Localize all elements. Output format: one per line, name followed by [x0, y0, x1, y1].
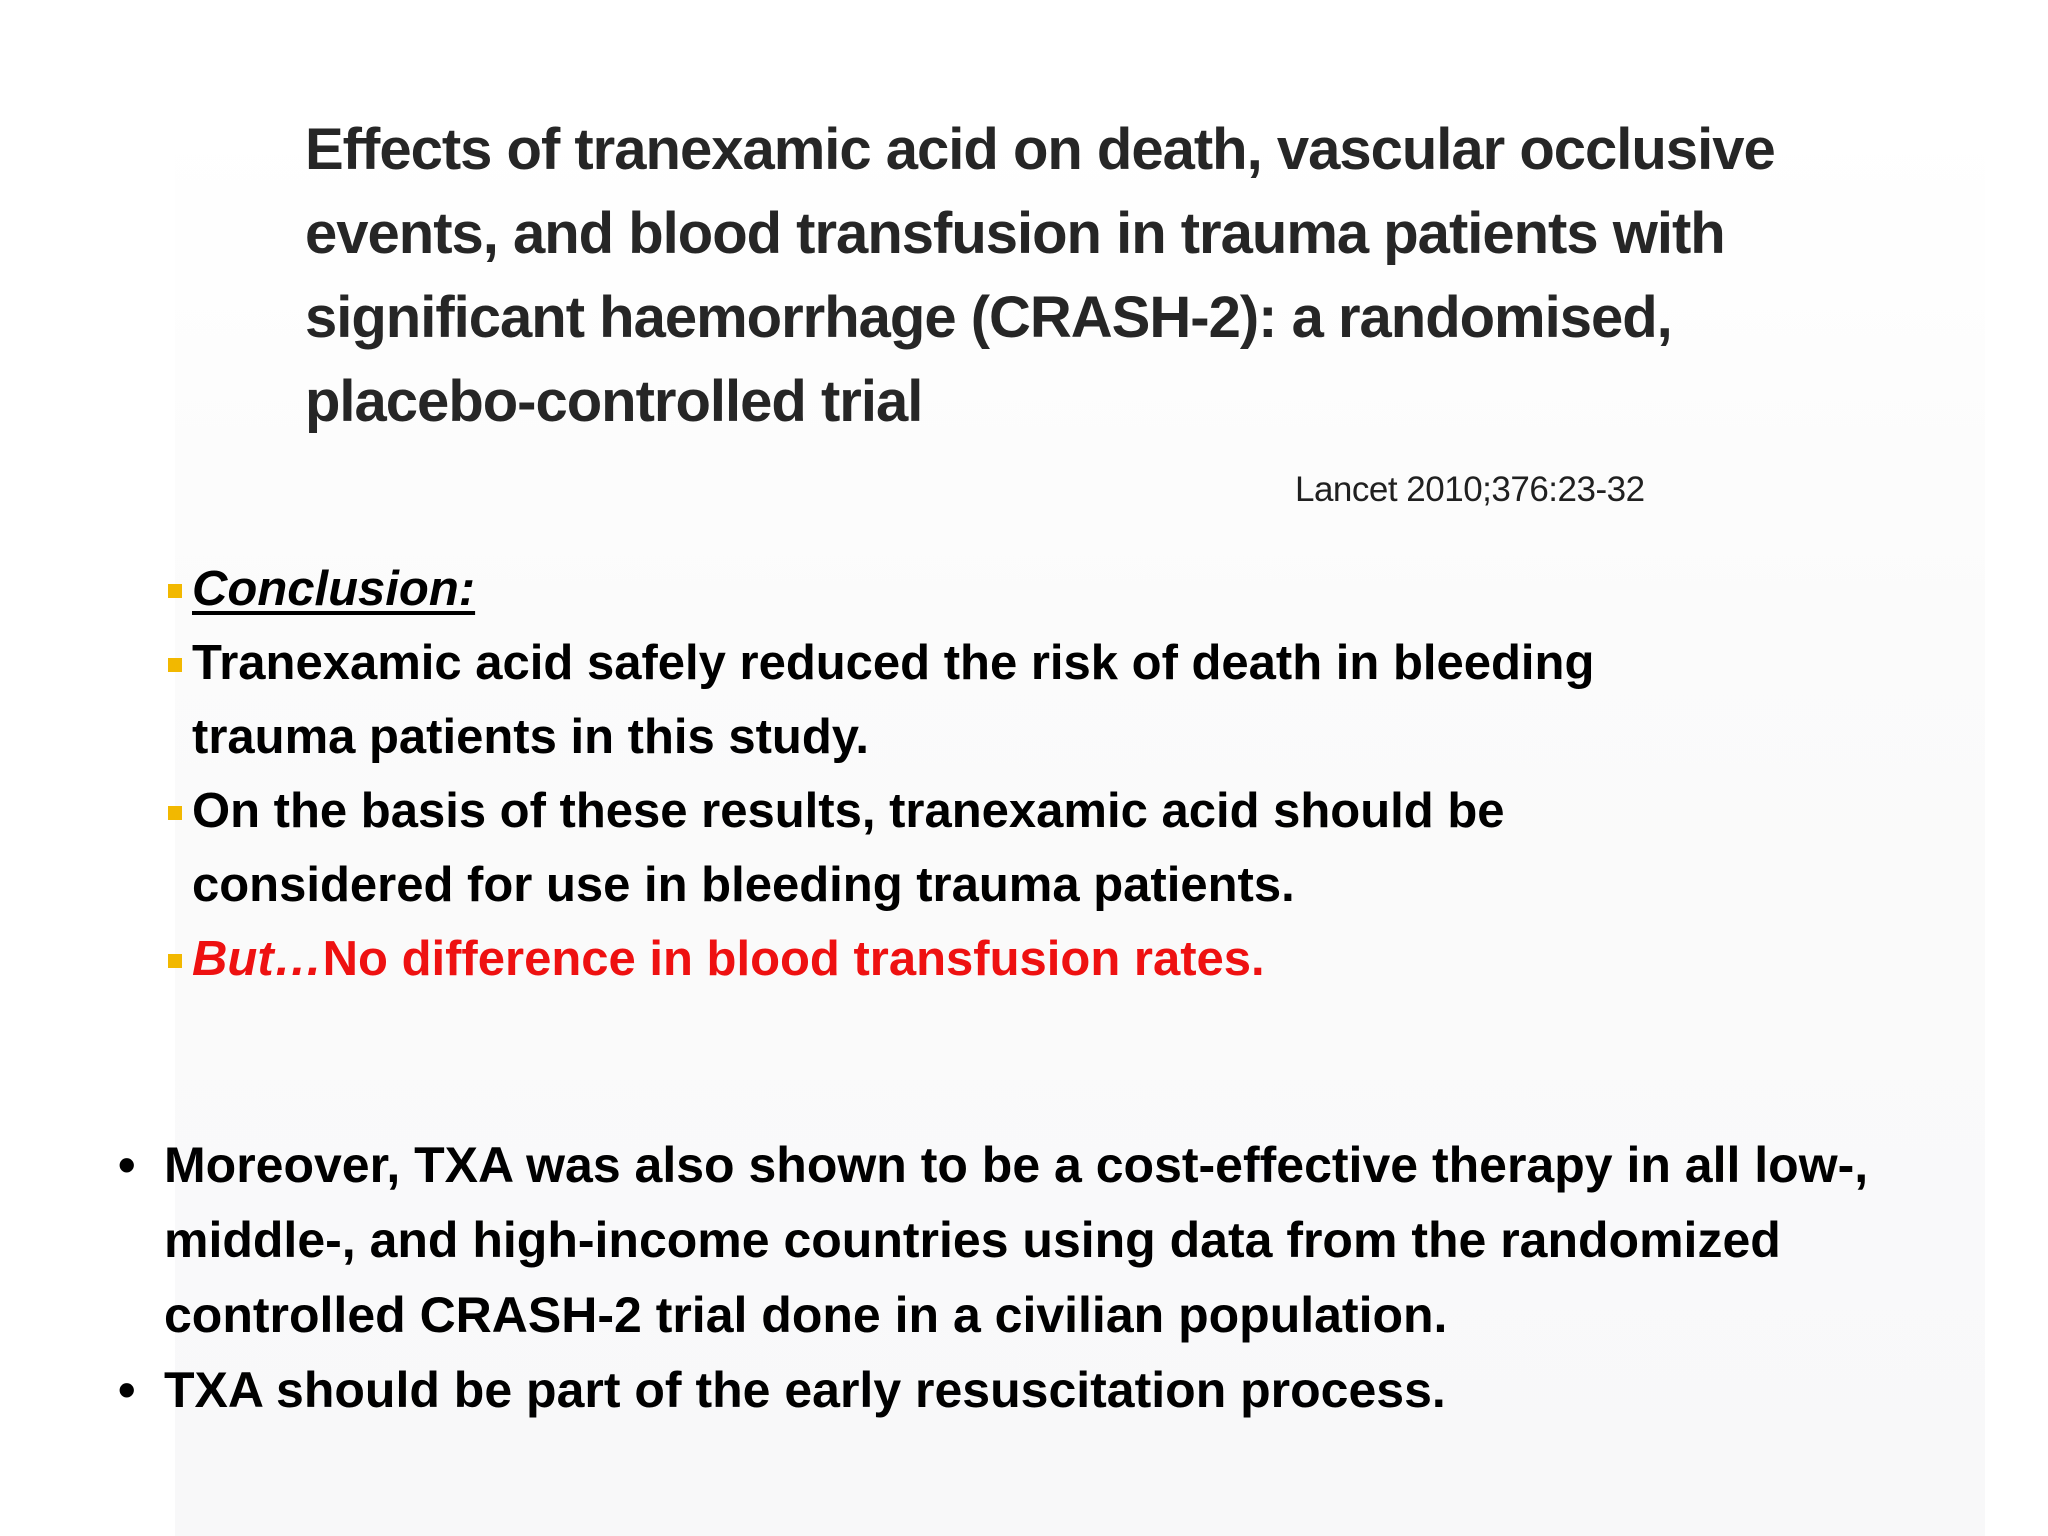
- bullet-dot-icon: •: [118, 1362, 136, 1418]
- square-bullet-icon: [168, 584, 182, 598]
- citation: Lancet 2010;376:23-32: [1295, 470, 1645, 509]
- summary-item: [118, 1128, 1958, 1353]
- summary-text: TXA should be part of the early resuscitation process.: [164, 1362, 1446, 1418]
- conclusion-list: [168, 552, 1768, 996]
- conclusion-heading-item: [168, 552, 1768, 626]
- bullet-dot-icon: •: [118, 1137, 136, 1193]
- square-bullet-icon: [168, 806, 182, 820]
- summary-item: [118, 1353, 1958, 1428]
- conclusion-caveat-item: [168, 922, 1768, 996]
- conclusion-item: [168, 626, 1768, 774]
- conclusion-heading: Conclusion:: [192, 562, 476, 616]
- conclusion-item: [168, 774, 1768, 922]
- paper-title: Effects of tranexamic acid on death, vascular occlusive events, and blood transfusion in trauma patients with significant haemorrhage (CRASH-2): a randomised, placebo-controlled trial: [305, 117, 1775, 434]
- square-bullet-icon: [168, 658, 182, 672]
- square-bullet-icon: [168, 954, 182, 968]
- conclusion-text: Tranexamic acid safely reduced the risk of death in bleeding trauma patients in this study.: [192, 636, 1595, 764]
- summary-list: [118, 1128, 1958, 1428]
- caveat-text: No difference in blood transfusion rates.: [322, 932, 1265, 986]
- caveat-prefix: But…: [192, 932, 323, 986]
- summary-text: Moreover, TXA was also shown to be a cost-effective therapy in all low-, middle-, and high-income countries using data from the randomized controlled CRASH-2 trial done in a civilian population.: [164, 1137, 1869, 1343]
- conclusion-text: On the basis of these results, tranexamic acid should be considered for use in bleeding trauma patients.: [192, 784, 1505, 912]
